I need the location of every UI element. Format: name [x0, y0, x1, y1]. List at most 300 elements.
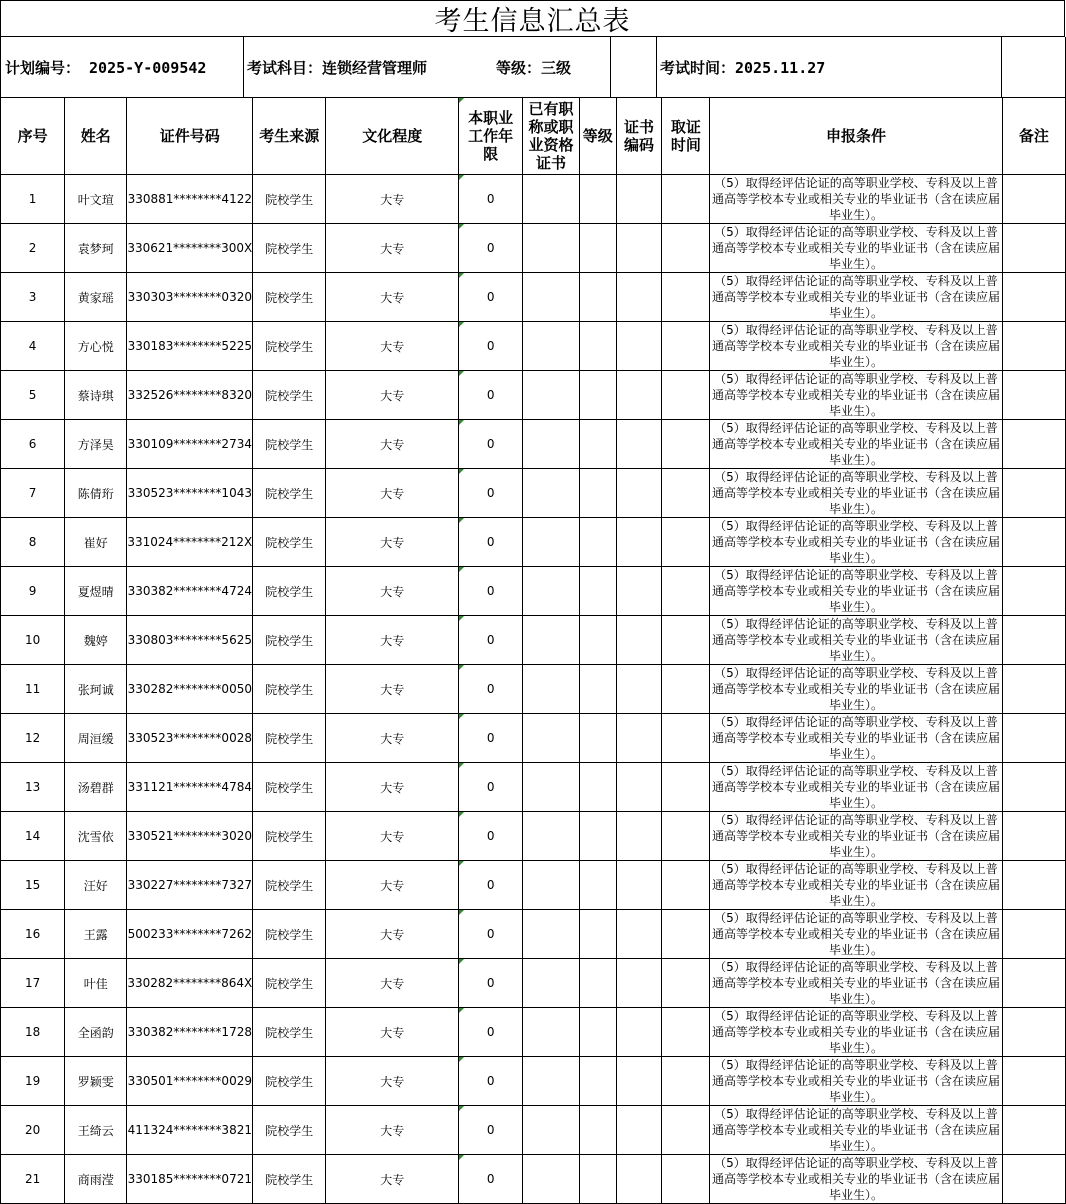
- cell-cert-code: [616, 1155, 662, 1204]
- cell-no: 15: [1, 861, 65, 910]
- cell-education: 大专: [326, 175, 459, 224]
- cell-cert-code: [616, 371, 662, 420]
- cell-id: 330185********0721: [127, 1155, 253, 1204]
- cell-education: 大专: [326, 420, 459, 469]
- header-work-years-label: 本职业工作年限: [468, 109, 514, 163]
- cell-cert-time: [662, 420, 710, 469]
- cell-qualification: [523, 224, 580, 273]
- cell-name: 崔好: [65, 518, 127, 567]
- cell-cert-code: [616, 567, 662, 616]
- cell-source: 院校学生: [253, 273, 326, 322]
- cell-remarks: [1002, 861, 1065, 910]
- cell-no: 4: [1, 322, 65, 371]
- table-row: [1, 910, 1066, 959]
- cell-source: 院校学生: [253, 1008, 326, 1057]
- header-qualification: [523, 98, 580, 175]
- header-no: 序号: [1, 98, 65, 175]
- cell-no: 9: [1, 567, 65, 616]
- cell-education: 大专: [326, 910, 459, 959]
- cell-name: 罗颖雯: [65, 1057, 127, 1106]
- cell-remarks: [1002, 518, 1065, 567]
- cell-work-years: 0: [459, 518, 523, 567]
- exam-level: 等级：三级: [495, 59, 571, 77]
- table-row: [1, 322, 1066, 371]
- cell-name: 张珂诚: [65, 665, 127, 714]
- cell-remarks: [1002, 322, 1065, 371]
- info-divider-1: [243, 37, 244, 98]
- cell-id: 330183********5225: [127, 322, 253, 371]
- table-row: [1, 1106, 1066, 1155]
- cell-grade: [579, 371, 616, 420]
- cell-remarks: [1002, 616, 1065, 665]
- cell-no: 18: [1, 1008, 65, 1057]
- cell-cert-code: [616, 812, 662, 861]
- cell-cert-time: [662, 518, 710, 567]
- cell-qualification: [523, 861, 580, 910]
- cell-remarks: [1002, 812, 1065, 861]
- cell-education: 大专: [326, 616, 459, 665]
- cell-grade: [579, 1057, 616, 1106]
- cell-education: 大专: [326, 518, 459, 567]
- cell-grade: [579, 273, 616, 322]
- cell-qualification: [523, 959, 580, 1008]
- cell-grade: [579, 175, 616, 224]
- cell-condition: （5）取得经评估论证的高等职业学校、专科及以上普通高等学校本专业或相关专业的毕业证书（含在读应届毕业生）。: [710, 910, 1002, 959]
- cell-grade: [579, 224, 616, 273]
- cell-source: 院校学生: [253, 812, 326, 861]
- cell-no: 8: [1, 518, 65, 567]
- table-row: [1, 861, 1066, 910]
- cell-id: 330523********1043: [127, 469, 253, 518]
- table-row: [1, 371, 1066, 420]
- cell-work-years: 0: [459, 273, 523, 322]
- cell-grade: [579, 714, 616, 763]
- cell-remarks: [1002, 1106, 1065, 1155]
- cell-cert-time: [662, 175, 710, 224]
- cell-education: 大专: [326, 567, 459, 616]
- cell-grade: [579, 518, 616, 567]
- cell-remarks: [1002, 959, 1065, 1008]
- table-body: [1, 175, 1066, 1204]
- cell-cert-time: [662, 371, 710, 420]
- cell-cert-code: [616, 616, 662, 665]
- info-divider-4: [1001, 37, 1002, 98]
- cell-education: 大专: [326, 322, 459, 371]
- cell-cert-time: [662, 861, 710, 910]
- cell-cert-code: [616, 1106, 662, 1155]
- cell-id: 330109********2734: [127, 420, 253, 469]
- header-name: 姓名: [65, 98, 127, 175]
- cell-id: 332526********8320: [127, 371, 253, 420]
- cell-work-years: 0: [459, 763, 523, 812]
- cell-work-years: 0: [459, 665, 523, 714]
- cell-work-years: 0: [459, 224, 523, 273]
- candidate-table: [0, 97, 1066, 1204]
- cell-qualification: [523, 518, 580, 567]
- cell-cert-time: [662, 1057, 710, 1106]
- cell-condition: （5）取得经评估论证的高等职业学校、专科及以上普通高等学校本专业或相关专业的毕业证书（含在读应届毕业生）。: [710, 371, 1002, 420]
- cell-work-years: 0: [459, 371, 523, 420]
- cell-name: 方泽昊: [65, 420, 127, 469]
- cell-remarks: [1002, 1008, 1065, 1057]
- cell-work-years: 0: [459, 322, 523, 371]
- cell-cert-code: [616, 224, 662, 273]
- cell-condition: （5）取得经评估论证的高等职业学校、专科及以上普通高等学校本专业或相关专业的毕业证书（含在读应届毕业生）。: [710, 1008, 1002, 1057]
- cell-qualification: [523, 1057, 580, 1106]
- cell-education: 大专: [326, 1057, 459, 1106]
- cell-name: 陈倩珩: [65, 469, 127, 518]
- cell-id: 330523********0028: [127, 714, 253, 763]
- cell-cert-time: [662, 763, 710, 812]
- cell-work-years: 0: [459, 567, 523, 616]
- cell-cert-time: [662, 616, 710, 665]
- cell-grade: [579, 420, 616, 469]
- cell-no: 2: [1, 224, 65, 273]
- cell-education: 大专: [326, 371, 459, 420]
- cell-name: 汪好: [65, 861, 127, 910]
- cell-cert-time: [662, 567, 710, 616]
- cell-no: 6: [1, 420, 65, 469]
- cell-cert-time: [662, 322, 710, 371]
- cell-condition: （5）取得经评估论证的高等职业学校、专科及以上普通高等学校本专业或相关专业的毕业证书（含在读应届毕业生）。: [710, 714, 1002, 763]
- cell-no: 3: [1, 273, 65, 322]
- table-row: [1, 1057, 1066, 1106]
- cell-id: 330521********3020: [127, 812, 253, 861]
- cell-education: 大专: [326, 861, 459, 910]
- cell-education: 大专: [326, 959, 459, 1008]
- cell-name: 王露: [65, 910, 127, 959]
- cell-education: 大专: [326, 763, 459, 812]
- header-id: 证件号码: [127, 98, 253, 175]
- cell-name: 方心悦: [65, 322, 127, 371]
- cell-name: 蔡诗琪: [65, 371, 127, 420]
- cell-education: 大专: [326, 1008, 459, 1057]
- cell-condition: （5）取得经评估论证的高等职业学校、专科及以上普通高等学校本专业或相关专业的毕业证书（含在读应届毕业生）。: [710, 1106, 1002, 1155]
- cell-grade: [579, 665, 616, 714]
- cell-no: 11: [1, 665, 65, 714]
- cell-cert-code: [616, 273, 662, 322]
- cell-grade: [579, 812, 616, 861]
- cell-condition: （5）取得经评估论证的高等职业学校、专科及以上普通高等学校本专业或相关专业的毕业证书（含在读应届毕业生）。: [710, 665, 1002, 714]
- cell-name: 袁梦珂: [65, 224, 127, 273]
- header-source: 考生来源: [253, 98, 326, 175]
- cell-source: 院校学生: [253, 1106, 326, 1155]
- cell-remarks: [1002, 665, 1065, 714]
- cell-grade: [579, 910, 616, 959]
- header-condition: 申报条件: [710, 98, 1002, 175]
- cell-work-years: 0: [459, 1057, 523, 1106]
- cell-no: 17: [1, 959, 65, 1008]
- cell-grade: [579, 1008, 616, 1057]
- cell-source: 院校学生: [253, 1155, 326, 1204]
- table-row: [1, 273, 1066, 322]
- cell-no: 19: [1, 1057, 65, 1106]
- cell-condition: （5）取得经评估论证的高等职业学校、专科及以上普通高等学校本专业或相关专业的毕业证书（含在读应届毕业生）。: [710, 1057, 1002, 1106]
- cell-remarks: [1002, 714, 1065, 763]
- cell-condition: （5）取得经评估论证的高等职业学校、专科及以上普通高等学校本专业或相关专业的毕业证书（含在读应届毕业生）。: [710, 469, 1002, 518]
- cell-id: 330282********864X: [127, 959, 253, 1008]
- cell-qualification: [523, 567, 580, 616]
- cell-cert-code: [616, 469, 662, 518]
- cell-qualification: [523, 665, 580, 714]
- plan-number: 计划编号： 2025-Y-009542: [5, 59, 207, 77]
- cell-no: 5: [1, 371, 65, 420]
- cell-education: 大专: [326, 714, 459, 763]
- cell-grade: [579, 567, 616, 616]
- cell-name: 夏煜晴: [65, 567, 127, 616]
- cell-no: 14: [1, 812, 65, 861]
- cell-qualification: [523, 1155, 580, 1204]
- header-education: 文化程度: [326, 98, 459, 175]
- cell-education: 大专: [326, 224, 459, 273]
- header-qualification-label: 已有职称或职业资格证书: [528, 100, 574, 172]
- cell-id: 330282********0050: [127, 665, 253, 714]
- exam-subject: 考试科目：连锁经营管理师: [247, 59, 428, 77]
- table-row: [1, 224, 1066, 273]
- cell-cert-time: [662, 1008, 710, 1057]
- table-row: [1, 1155, 1066, 1204]
- cell-qualification: [523, 469, 580, 518]
- table-row: [1, 469, 1066, 518]
- cell-name: 叶佳: [65, 959, 127, 1008]
- cell-work-years: 0: [459, 959, 523, 1008]
- cell-id: 330227********7327: [127, 861, 253, 910]
- cell-cert-time: [662, 1106, 710, 1155]
- sheet-title: 考生信息汇总表: [0, 0, 1065, 37]
- cell-work-years: 0: [459, 175, 523, 224]
- cell-qualification: [523, 616, 580, 665]
- cell-qualification: [523, 714, 580, 763]
- header-work-years: [459, 98, 523, 175]
- cell-name: 汤碧群: [65, 763, 127, 812]
- cell-cert-time: [662, 273, 710, 322]
- cell-remarks: [1002, 763, 1065, 812]
- header-cert-code: [616, 98, 662, 175]
- cell-grade: [579, 322, 616, 371]
- table-row: [1, 714, 1066, 763]
- table-row: [1, 665, 1066, 714]
- cell-source: 院校学生: [253, 959, 326, 1008]
- cell-cert-time: [662, 665, 710, 714]
- cell-name: 商雨滢: [65, 1155, 127, 1204]
- cell-cert-code: [616, 959, 662, 1008]
- cell-cert-code: [616, 1008, 662, 1057]
- cell-qualification: [523, 910, 580, 959]
- header-cert-code-label: 证书编码: [624, 118, 655, 154]
- cell-remarks: [1002, 273, 1065, 322]
- cell-cert-code: [616, 175, 662, 224]
- cell-work-years: 0: [459, 420, 523, 469]
- cell-cert-code: [616, 861, 662, 910]
- cell-work-years: 0: [459, 812, 523, 861]
- cell-condition: （5）取得经评估论证的高等职业学校、专科及以上普通高等学校本专业或相关专业的毕业证书（含在读应届毕业生）。: [710, 959, 1002, 1008]
- cell-source: 院校学生: [253, 861, 326, 910]
- info-divider-3: [656, 37, 657, 98]
- cell-id: 330382********4724: [127, 567, 253, 616]
- cell-condition: （5）取得经评估论证的高等职业学校、专科及以上普通高等学校本专业或相关专业的毕业证书（含在读应届毕业生）。: [710, 1155, 1002, 1204]
- cell-source: 院校学生: [253, 567, 326, 616]
- cell-grade: [579, 1106, 616, 1155]
- cell-condition: （5）取得经评估论证的高等职业学校、专科及以上普通高等学校本专业或相关专业的毕业证书（含在读应届毕业生）。: [710, 812, 1002, 861]
- cell-source: 院校学生: [253, 665, 326, 714]
- table-row: [1, 420, 1066, 469]
- cell-id: 331121********4784: [127, 763, 253, 812]
- cell-name: 魏婷: [65, 616, 127, 665]
- cell-remarks: [1002, 420, 1065, 469]
- cell-id: 330382********1728: [127, 1008, 253, 1057]
- cell-qualification: [523, 1106, 580, 1155]
- cell-education: 大专: [326, 1106, 459, 1155]
- cell-source: 院校学生: [253, 1057, 326, 1106]
- cell-cert-time: [662, 714, 710, 763]
- cell-cert-time: [662, 812, 710, 861]
- cell-cert-code: [616, 1057, 662, 1106]
- cell-work-years: 0: [459, 1155, 523, 1204]
- cell-no: 21: [1, 1155, 65, 1204]
- cell-id: 330881********4122: [127, 175, 253, 224]
- cell-cert-time: [662, 910, 710, 959]
- cell-id: 500233********7262: [127, 910, 253, 959]
- cell-no: 10: [1, 616, 65, 665]
- cell-source: 院校学生: [253, 616, 326, 665]
- cell-source: 院校学生: [253, 322, 326, 371]
- cell-source: 院校学生: [253, 371, 326, 420]
- cell-qualification: [523, 371, 580, 420]
- cell-name: 叶文瑄: [65, 175, 127, 224]
- cell-condition: （5）取得经评估论证的高等职业学校、专科及以上普通高等学校本专业或相关专业的毕业证书（含在读应届毕业生）。: [710, 273, 1002, 322]
- cell-grade: [579, 616, 616, 665]
- cell-qualification: [523, 273, 580, 322]
- cell-condition: （5）取得经评估论证的高等职业学校、专科及以上普通高等学校本专业或相关专业的毕业证书（含在读应届毕业生）。: [710, 420, 1002, 469]
- cell-name: 全函韵: [65, 1008, 127, 1057]
- table-row: [1, 175, 1066, 224]
- cell-source: 院校学生: [253, 469, 326, 518]
- cell-remarks: [1002, 469, 1065, 518]
- cell-grade: [579, 959, 616, 1008]
- table-row: [1, 1008, 1066, 1057]
- cell-work-years: 0: [459, 861, 523, 910]
- header-row: [1, 98, 1066, 175]
- cell-cert-time: [662, 959, 710, 1008]
- cell-remarks: [1002, 175, 1065, 224]
- cell-remarks: [1002, 1057, 1065, 1106]
- cell-grade: [579, 1155, 616, 1204]
- cell-cert-time: [662, 224, 710, 273]
- cell-no: 1: [1, 175, 65, 224]
- cell-condition: （5）取得经评估论证的高等职业学校、专科及以上普通高等学校本专业或相关专业的毕业证书（含在读应届毕业生）。: [710, 763, 1002, 812]
- cell-grade: [579, 763, 616, 812]
- cell-remarks: [1002, 371, 1065, 420]
- cell-work-years: 0: [459, 1106, 523, 1155]
- cell-no: 7: [1, 469, 65, 518]
- cell-education: 大专: [326, 1155, 459, 1204]
- table-row: [1, 567, 1066, 616]
- cell-source: 院校学生: [253, 518, 326, 567]
- cell-remarks: [1002, 224, 1065, 273]
- cell-grade: [579, 469, 616, 518]
- cell-source: 院校学生: [253, 224, 326, 273]
- cell-remarks: [1002, 567, 1065, 616]
- cell-cert-code: [616, 518, 662, 567]
- cell-condition: （5）取得经评估论证的高等职业学校、专科及以上普通高等学校本专业或相关专业的毕业证书（含在读应届毕业生）。: [710, 322, 1002, 371]
- cell-condition: （5）取得经评估论证的高等职业学校、专科及以上普通高等学校本专业或相关专业的毕业证书（含在读应届毕业生）。: [710, 616, 1002, 665]
- cell-qualification: [523, 175, 580, 224]
- cell-cert-code: [616, 763, 662, 812]
- cell-work-years: 0: [459, 714, 523, 763]
- table-row: [1, 812, 1066, 861]
- cell-work-years: 0: [459, 1008, 523, 1057]
- table-row: [1, 763, 1066, 812]
- cell-no: 16: [1, 910, 65, 959]
- cell-id: 330303********0320: [127, 273, 253, 322]
- cell-qualification: [523, 420, 580, 469]
- info-divider-2: [610, 37, 611, 98]
- cell-id: 330501********0029: [127, 1057, 253, 1106]
- table-row: [1, 959, 1066, 1008]
- cell-name: 王绮云: [65, 1106, 127, 1155]
- header-grade: 等级: [579, 98, 616, 175]
- header-cert-time: [662, 98, 710, 175]
- header-remarks: 备注: [1002, 98, 1065, 175]
- cell-cert-time: [662, 469, 710, 518]
- cell-remarks: [1002, 910, 1065, 959]
- cell-work-years: 0: [459, 616, 523, 665]
- cell-cert-code: [616, 665, 662, 714]
- cell-education: 大专: [326, 273, 459, 322]
- table-row: [1, 518, 1066, 567]
- cell-id: 330621********300X: [127, 224, 253, 273]
- cell-id: 331024********212X: [127, 518, 253, 567]
- cell-id: 411324********3821: [127, 1106, 253, 1155]
- cell-condition: （5）取得经评估论证的高等职业学校、专科及以上普通高等学校本专业或相关专业的毕业证书（含在读应届毕业生）。: [710, 861, 1002, 910]
- info-border-left: [0, 37, 1, 98]
- cell-source: 院校学生: [253, 714, 326, 763]
- exam-time: 考试时间：2025.11.27: [660, 59, 826, 77]
- cell-condition: （5）取得经评估论证的高等职业学校、专科及以上普通高等学校本专业或相关专业的毕业证书（含在读应届毕业生）。: [710, 567, 1002, 616]
- cell-no: 13: [1, 763, 65, 812]
- cell-remarks: [1002, 1155, 1065, 1204]
- cell-source: 院校学生: [253, 175, 326, 224]
- cell-grade: [579, 861, 616, 910]
- cell-condition: （5）取得经评估论证的高等职业学校、专科及以上普通高等学校本专业或相关专业的毕业证书（含在读应届毕业生）。: [710, 224, 1002, 273]
- table-row: [1, 616, 1066, 665]
- cell-education: 大专: [326, 469, 459, 518]
- cell-work-years: 0: [459, 910, 523, 959]
- cell-source: 院校学生: [253, 420, 326, 469]
- cell-qualification: [523, 322, 580, 371]
- cell-qualification: [523, 763, 580, 812]
- cell-work-years: 0: [459, 469, 523, 518]
- cell-qualification: [523, 812, 580, 861]
- cell-cert-code: [616, 714, 662, 763]
- cell-id: 330803********5625: [127, 616, 253, 665]
- cell-name: 周洹缓: [65, 714, 127, 763]
- cell-source: 院校学生: [253, 910, 326, 959]
- cell-no: 12: [1, 714, 65, 763]
- header-cert-time-label: 取证时间: [670, 118, 701, 154]
- cell-source: 院校学生: [253, 763, 326, 812]
- cell-cert-code: [616, 910, 662, 959]
- cell-condition: （5）取得经评估论证的高等职业学校、专科及以上普通高等学校本专业或相关专业的毕业证书（含在读应届毕业生）。: [710, 175, 1002, 224]
- cell-cert-code: [616, 322, 662, 371]
- cell-cert-code: [616, 420, 662, 469]
- cell-education: 大专: [326, 812, 459, 861]
- cell-education: 大专: [326, 665, 459, 714]
- cell-condition: （5）取得经评估论证的高等职业学校、专科及以上普通高等学校本专业或相关专业的毕业证书（含在读应届毕业生）。: [710, 518, 1002, 567]
- cell-no: 20: [1, 1106, 65, 1155]
- cell-cert-time: [662, 1155, 710, 1204]
- cell-name: 沈雪依: [65, 812, 127, 861]
